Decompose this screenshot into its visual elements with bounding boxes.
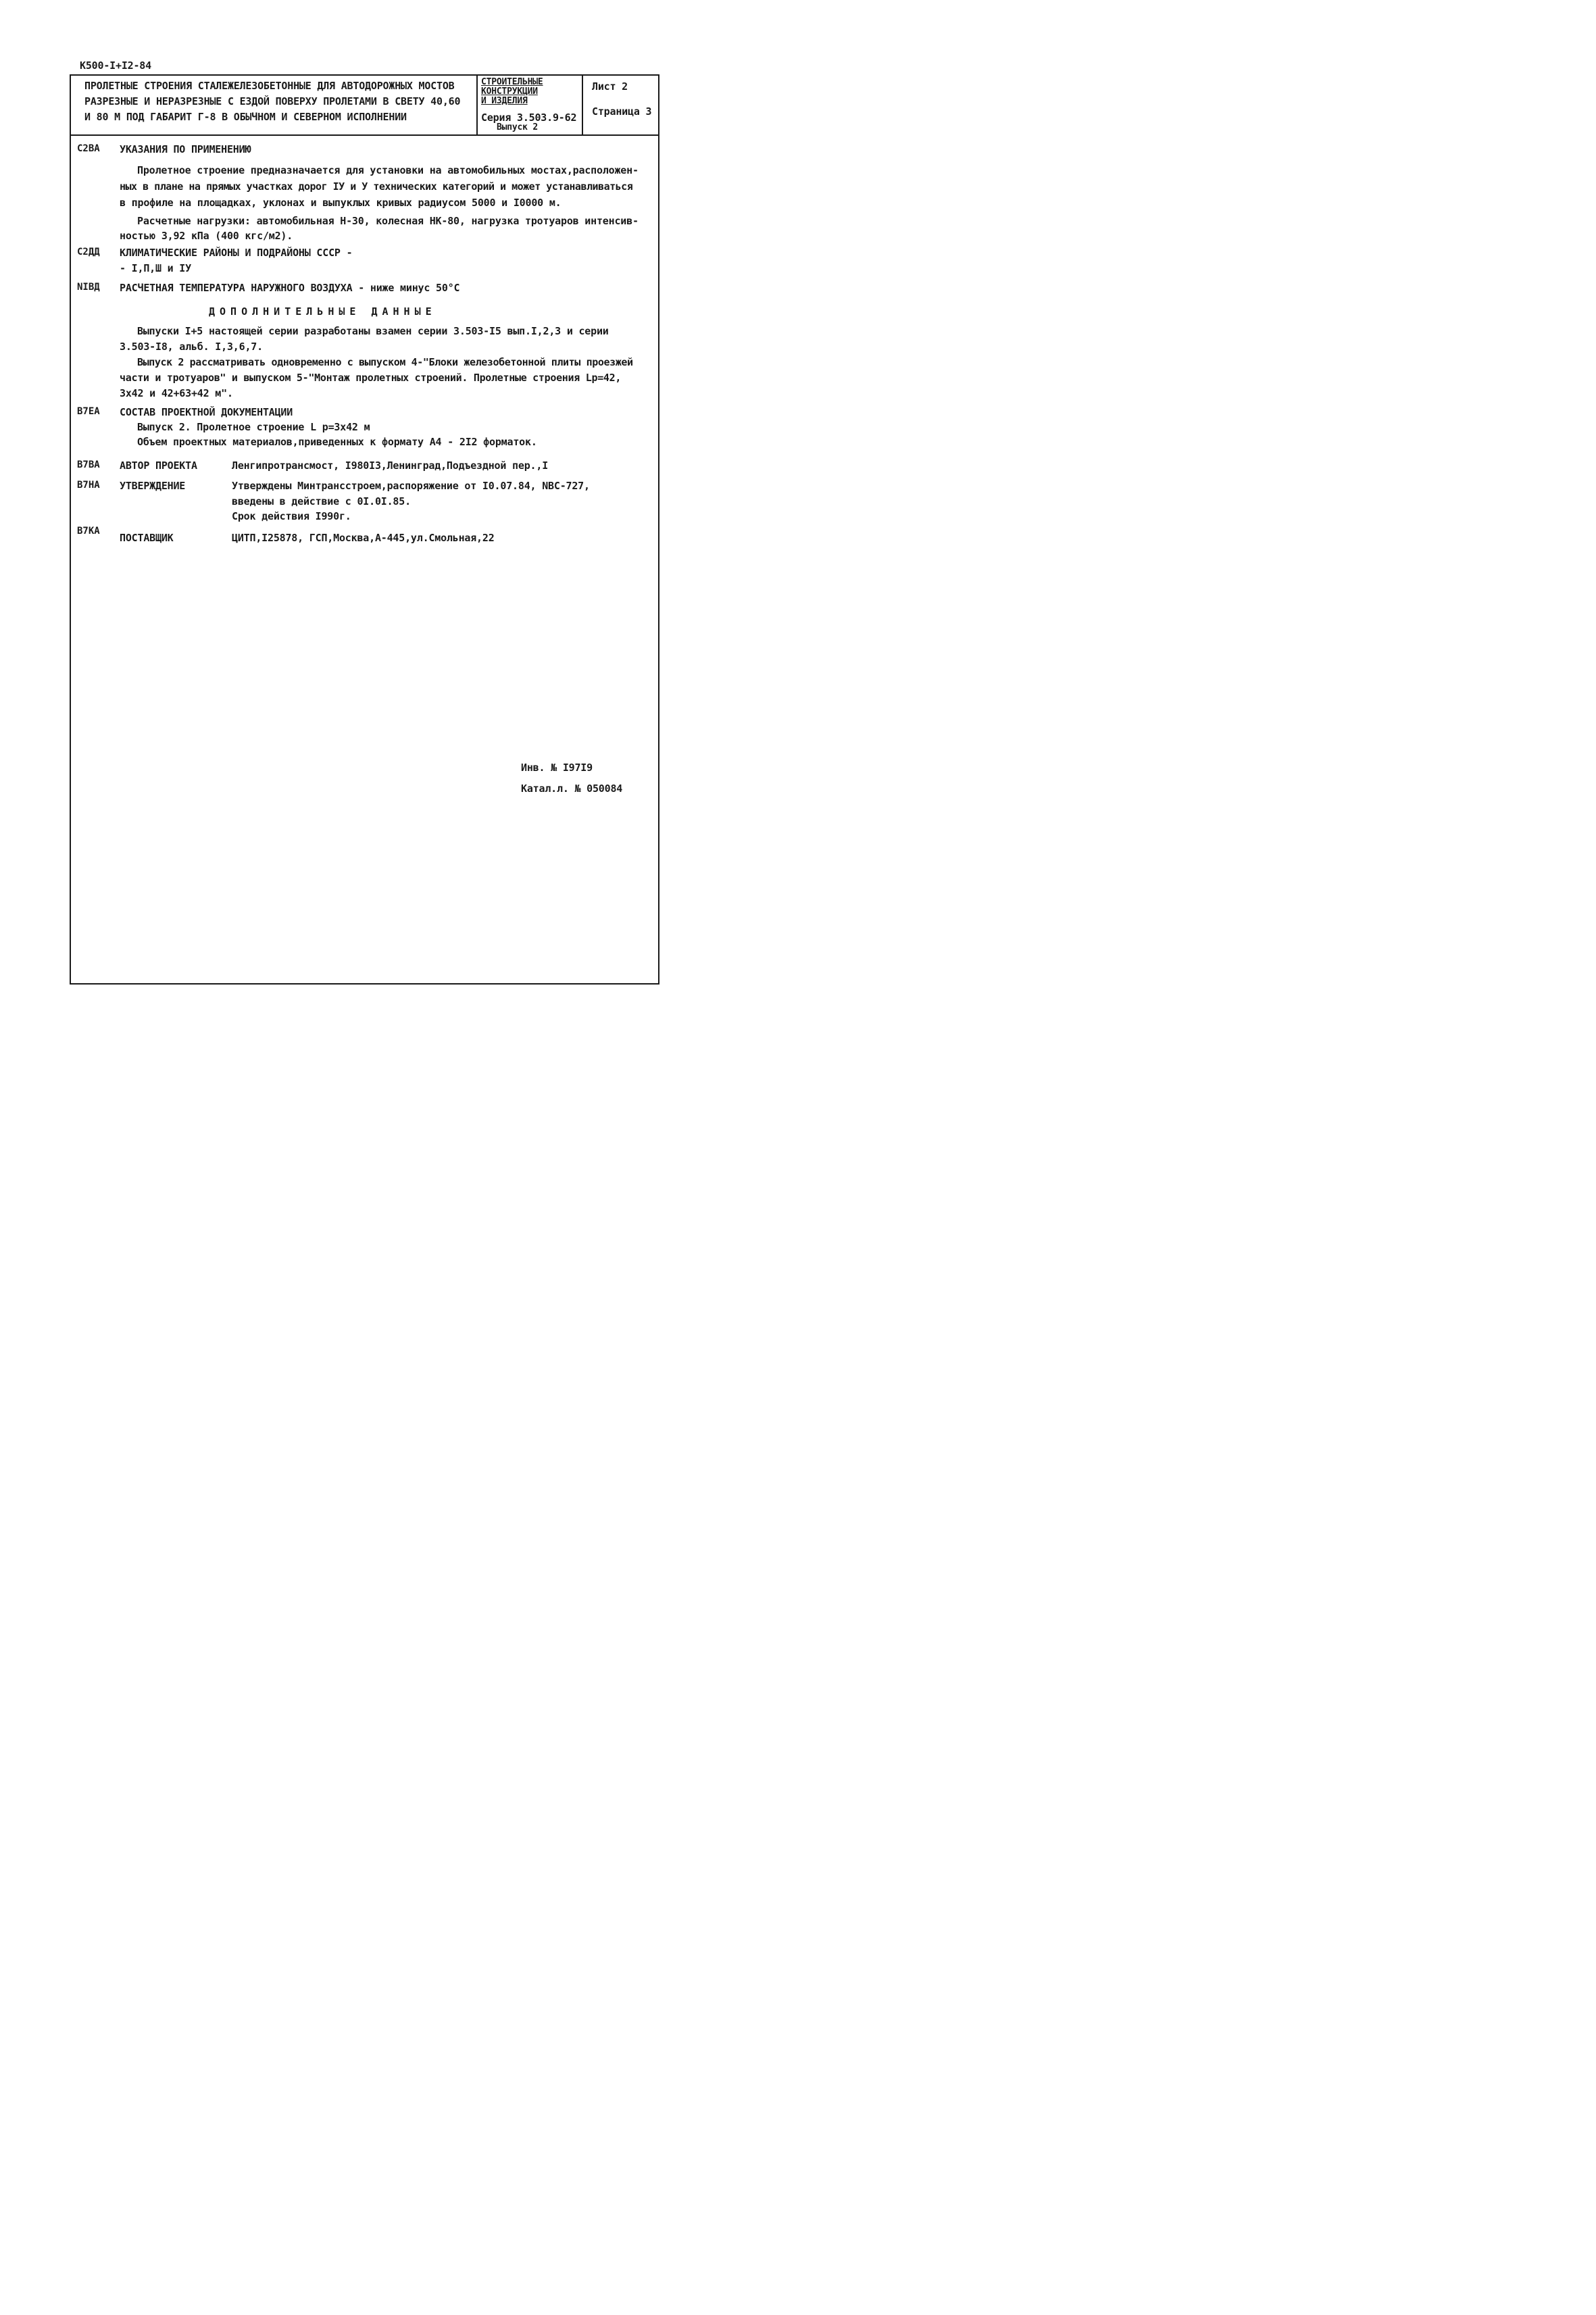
additional-line5: 3х42 и 42+63+42 м". (120, 387, 233, 399)
series-number: Серия 3.503.9-62 (481, 111, 577, 124)
header-col-divider-2 (582, 74, 583, 135)
page-number: Страница 3 (592, 105, 652, 118)
climate-line2: - I,П,Ш и IУ (120, 262, 191, 274)
composition-heading: СОСТАВ ПРОЕКТНОЙ ДОКУМЕНТАЦИИ (120, 406, 293, 418)
usage-para2-line1: Расчетные нагрузки: автомобильная Н-30, колесная НК-80, нагрузка тротуаров интенсив- (137, 215, 639, 227)
section-code-b7ea: В7ЕА (77, 406, 100, 417)
title-line-3: И 80 М ПОД ГАБАРИТ Г-8 В ОБЫЧНОМ И СЕВЕРНОМ ИСПОЛНЕНИИ (84, 111, 407, 123)
additional-line1: Выпуски I+5 настоящей серии разработаны взамен серии 3.503-I5 вып.I,2,3 и серии (137, 325, 609, 337)
catalog-number: Катал.л. № 050084 (521, 782, 623, 795)
issue-number: Выпуск 2 (497, 122, 539, 132)
usage-para1-line1: Пролетное строение предназначается для установки на автомобильных мостах,расположен- (137, 164, 639, 176)
supplier-label: ПОСТАВЩИК (120, 532, 174, 544)
title-line-1: ПРОЛЕТНЫЕ СТРОЕНИЯ СТАЛЕЖЕЛЕЗОБЕТОННЫЕ ДЛЯ АВТОДОРОЖНЫХ МОСТОВ (84, 80, 455, 92)
usage-para1-line2: ных в плане на прямых участках дорог IУ и У технических категорий и может устанавливаться (120, 180, 633, 193)
temperature-text: РАСЧЕТНАЯ ТЕМПЕРАТУРА НАРУЖНОГО ВОЗДУХА - ниже минус 50°С (120, 282, 460, 294)
usage-para1-line3: в профиле на площадках, уклонах и выпуклых кривых радиусом 5000 и I0000 м. (120, 197, 562, 209)
approval-line2: введены в действие с 0I.0I.85. (232, 495, 411, 507)
approval-line3: Срок действия I990г. (232, 510, 351, 522)
section-code-b7ba: В7ВА (77, 459, 100, 470)
author-label: АВТОР ПРОЕКТА (120, 459, 197, 472)
composition-line2: Объем проектных материалов,приведенных к формату А4 - 2I2 форматок. (137, 436, 537, 448)
section-code-b7ha: В7НА (77, 480, 100, 491)
author-value: Ленгипротрансмост, I980I3,Ленинград,Подъездной пер.,I (232, 459, 549, 472)
approval-label: УТВЕРЖДЕНИЕ (120, 480, 186, 492)
category-line-1: СТРОИТЕЛЬНЫЕ (481, 77, 543, 87)
document-code: К500-I+I2-84 (80, 59, 151, 72)
approval-line1: Утверждены Минтрансстроем,распоряжение от I0.07.84, NВС-727, (232, 480, 590, 492)
title-line-2: РАЗРЕЗНЫЕ И НЕРАЗРЕЗНЫЕ С ЕЗДОЙ ПОВЕРХУ ПРОЛЕТАМИ В СВЕТУ 40,60 (84, 95, 461, 107)
section-code-b7ka: В7КА (77, 526, 100, 537)
section-code-n1vd: NIВД (77, 282, 100, 293)
sheet-number: Лист 2 (592, 80, 628, 93)
category-line-2: КОНСТРУКЦИИ (481, 86, 538, 97)
inventory-number: Инв. № I97I9 (521, 762, 593, 774)
section-code-c2ba: С2ВА (77, 143, 100, 154)
section-heading-usage: УКАЗАНИЯ ПО ПРИМЕНЕНИЮ (120, 143, 251, 155)
additional-line4: части и тротуаров" и выпуском 5-"Монтаж пролетных строений. Пролетные строения Lр=42, (120, 372, 622, 384)
additional-line3: Выпуск 2 рассматривать одновременно с выпуском 4-"Блоки железобетонной плиты проезжей (137, 356, 633, 368)
header-divider (70, 134, 659, 136)
page-frame (70, 74, 659, 985)
supplier-value: ЦИТП,I25878, ГСП,Москва,А-445,ул.Смольная,22 (232, 532, 495, 544)
additional-line2: 3.503-I8, альб. I,3,6,7. (120, 341, 263, 353)
composition-line1: Выпуск 2. Пролетное строение L р=3х42 м (137, 421, 370, 433)
category-line-3: И ИЗДЕЛИЯ (481, 96, 528, 106)
header-col-divider-1 (476, 74, 478, 135)
usage-para2-line2: ностью 3,92 кПа (400 кгс/м2). (120, 230, 293, 242)
climate-line1: КЛИМАТИЧЕСКИЕ РАЙОНЫ И ПОДРАЙОНЫ СССР - (120, 247, 353, 259)
additional-heading: ДОПОЛНИТЕЛЬНЫЕ ДАННЫЕ (209, 305, 437, 318)
section-code-c2dd: С2ДД (77, 247, 100, 257)
